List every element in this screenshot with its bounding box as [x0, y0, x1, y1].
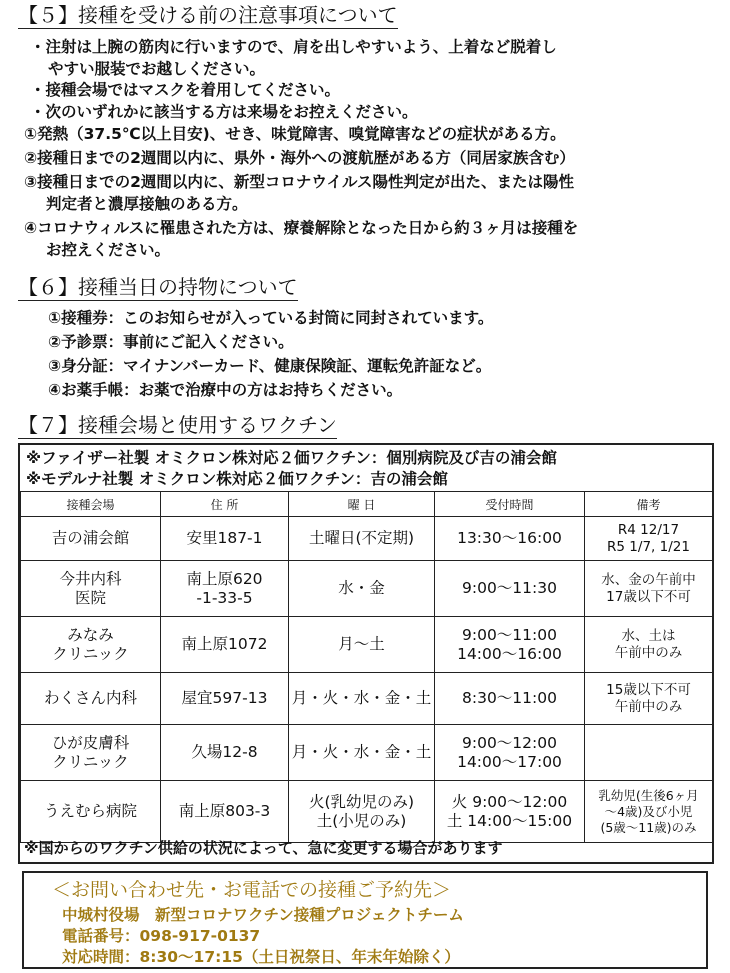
- hours-cell: [435, 781, 585, 843]
- belonging-item: ②予診票：事前にご記入ください。: [48, 333, 294, 351]
- precaution-line: やすい服装でお越しください。: [48, 60, 266, 78]
- notes-cell: [585, 673, 713, 725]
- venue-cell-line: みなみ: [67, 625, 114, 644]
- address-cell: [161, 673, 289, 725]
- address-cell-line: -1-33-5: [196, 588, 253, 607]
- precaution-line: ・次のいずれかに該当する方は来場をお控えください。: [30, 103, 418, 121]
- notes-cell-line: 水、土は: [621, 627, 676, 644]
- venue-cell-line: わくさん内科: [43, 689, 137, 707]
- precaution-line: ・注射は上腕の筋肉に行いますので、肩を出しやすいよう、上着など脱着し: [30, 38, 557, 56]
- venue-cell-line: クリニック: [52, 644, 129, 663]
- hours-cell-line: 火 9:00～12:00: [451, 792, 568, 811]
- header-venue: 接種会場: [21, 492, 161, 517]
- notes-cell-line: 乳幼児(生後6ヶ月: [598, 787, 699, 803]
- address-cell-line: 安里187-1: [186, 529, 263, 547]
- header-address: 住 所: [161, 492, 289, 517]
- notes-cell-line: R4 12/17: [617, 521, 680, 538]
- precaution-line: ③接種日までの2週間以内に、新型コロナウイルス陽性判定が出た、または陽性: [24, 173, 574, 191]
- section7-title: 【７】接種会場と使用するワクチン: [18, 413, 337, 437]
- precaution-line: ①発熱（37.5℃以上目安)、せき、味覚障害、嗅覚障害などの症状がある方。: [24, 125, 566, 143]
- belonging-item: ④お薬手帳：お薬で治療中の方はお持ちください。: [48, 381, 403, 399]
- notes-cell-line: 水、金の午前中: [601, 571, 696, 588]
- venue-cell: [21, 673, 161, 725]
- precaution-line: 判定者と濃厚接触のある方。: [46, 195, 248, 213]
- contact-phone: 電話番号：098-917-0137: [62, 927, 261, 945]
- days-cell-line: 水・金: [338, 579, 385, 597]
- address-cell: [161, 561, 289, 617]
- hours-cell-line: 14:00～17:00: [457, 752, 562, 771]
- table-row: [21, 517, 713, 561]
- contact-box: [22, 871, 708, 969]
- hours-cell-line: 14:00～16:00: [457, 644, 562, 663]
- address-cell: [161, 517, 289, 561]
- vaccine-venue-table: [18, 443, 714, 864]
- header-days: 曜 日: [289, 492, 435, 517]
- section6-title: 【６】接種当日の持物について: [18, 275, 298, 299]
- days-cell-line: 月～土: [338, 635, 385, 653]
- table-row: [21, 725, 713, 781]
- address-cell-line: 屋宜597-13: [181, 689, 268, 707]
- venue-cell: [21, 781, 161, 843]
- notes-cell: [585, 561, 713, 617]
- venue-cell: [21, 517, 161, 561]
- venue-cell-line: ひが皮膚科: [51, 733, 130, 752]
- contact-org: 中城村役場 新型コロナワクチン接種プロジェクトチーム: [62, 906, 464, 924]
- contact-heading: ＜お問い合わせ先・お電話での接種ご予約先＞: [52, 879, 452, 901]
- precaution-line: ②接種日までの2週間以内に、県外・海外への渡航歴がある方（同居家族含む）: [24, 149, 575, 167]
- notes-cell-line: ～4歳)及び小児: [604, 803, 693, 819]
- venue-cell: [21, 561, 161, 617]
- venue-cell: [21, 725, 161, 781]
- address-cell-line: 久場12-8: [191, 743, 258, 761]
- venue-cell-line: クリニック: [52, 752, 129, 771]
- hours-cell-line: 13:30～16:00: [457, 529, 562, 547]
- table-row: [21, 617, 713, 673]
- venue-cell: [21, 617, 161, 673]
- hours-cell-line: 9:00～12:00: [462, 733, 557, 752]
- notes-cell-line: 午前中のみ: [614, 698, 683, 715]
- days-cell: [289, 673, 435, 725]
- pfizer-notice: ※ファイザー社製 オミクロン株対応２価ワクチン：個別病院及び吉の浦会館: [26, 449, 557, 467]
- hours-cell: [435, 517, 585, 561]
- address-cell: [161, 725, 289, 781]
- hours-cell-line: 9:00～11:30: [462, 579, 557, 597]
- address-cell-line: 南上原1072: [181, 635, 268, 653]
- address-cell: [161, 781, 289, 843]
- hours-cell: [435, 673, 585, 725]
- hours-cell: [435, 617, 585, 673]
- precaution-line: ④コロナウィルスに罹患された方は、療養解除となった日から約３ヶ月は接種を: [24, 219, 579, 237]
- venue-cell-line: うえむら病院: [43, 802, 137, 820]
- notes-cell: [585, 617, 713, 673]
- address-cell-line: 南上原803-3: [178, 802, 271, 820]
- venue-cell-line: 医院: [74, 588, 106, 607]
- notes-cell-line: 午前中のみ: [614, 644, 683, 661]
- notes-cell: [585, 517, 713, 561]
- moderna-notice: ※モデルナ社製 オミクロン株対応２価ワクチン：吉の浦会館: [26, 470, 448, 488]
- notes-cell: [585, 781, 713, 843]
- header-notes: 備考: [585, 492, 713, 517]
- venue-grid: [20, 491, 713, 843]
- hours-cell-line: 9:00～11:00: [462, 625, 557, 644]
- precaution-line: ・接種会場ではマスクを着用してください。: [30, 81, 341, 99]
- notes-cell-line: (5歳～11歳)のみ: [600, 819, 697, 835]
- days-cell: [289, 725, 435, 781]
- table-footnote: ※国からのワクチン供給の状況によって、急に変更する場合があります: [24, 839, 503, 857]
- belonging-item: ③身分証：マイナンバーカード、健康保険証、運転免許証など。: [48, 357, 492, 375]
- address-cell: [161, 617, 289, 673]
- table-row: [21, 781, 713, 843]
- notes-cell-line: R5 1/7, 1/21: [607, 538, 690, 555]
- hours-cell-line: 8:30～11:00: [462, 689, 557, 707]
- notes-cell-line: 15歳以下不可: [606, 681, 691, 698]
- address-cell-line: 南上原620: [186, 569, 263, 588]
- table-header-row: [21, 492, 713, 517]
- hours-cell: [435, 725, 585, 781]
- hours-cell-line: 土 14:00～15:00: [446, 811, 573, 830]
- venue-cell-line: 吉の浦会館: [51, 529, 130, 547]
- days-cell: [289, 781, 435, 843]
- days-cell-line: 土(小児のみ): [316, 811, 407, 830]
- days-cell-line: 月・火・水・金・土: [291, 689, 432, 707]
- contact-hours: 対応時間：8:30～17:15（土日祝祭日、年末年始除く）: [62, 948, 460, 966]
- header-hours: 受付時間: [435, 492, 585, 517]
- days-cell: [289, 517, 435, 561]
- section5-title: 【５】接種を受ける前の注意事項について: [18, 3, 398, 27]
- precaution-line: お控えください。: [46, 241, 171, 259]
- table-row: [21, 561, 713, 617]
- table-row: [21, 673, 713, 725]
- hours-cell: [435, 561, 585, 617]
- days-cell-line: 土曜日(不定期): [308, 529, 415, 547]
- notes-cell: [585, 725, 713, 781]
- days-cell-line: 火(乳幼児のみ): [308, 792, 415, 811]
- venue-cell-line: 今井内科: [59, 569, 122, 588]
- notes-cell-line: 17歳以下不可: [606, 588, 691, 605]
- days-cell-line: 月・火・水・金・土: [291, 743, 432, 761]
- belonging-item: ①接種券：このお知らせが入っている封筒に同封されています。: [48, 309, 494, 327]
- days-cell: [289, 617, 435, 673]
- days-cell: [289, 561, 435, 617]
